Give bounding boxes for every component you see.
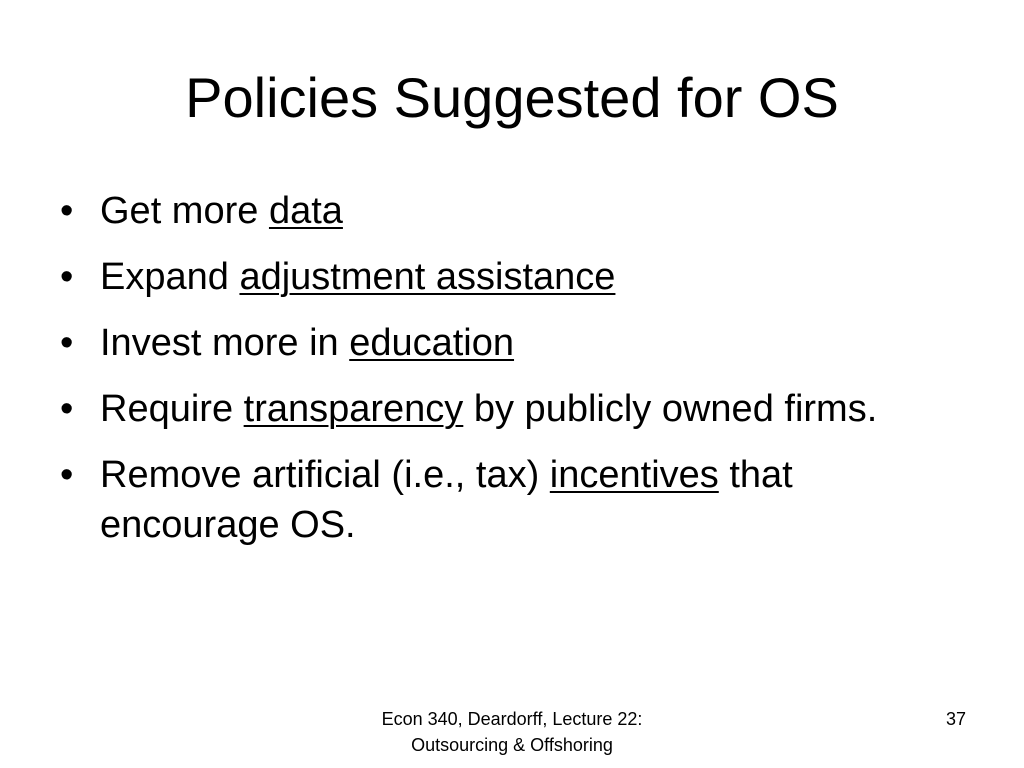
bullet-item-adjustment-assistance xyxy=(60,252,960,302)
slide-title: Policies Suggested for OS xyxy=(185,66,839,129)
bullet-emphasis: data xyxy=(268,190,343,232)
bullet-dot: • xyxy=(60,256,74,298)
bullet-list xyxy=(60,186,960,566)
bullet-item-education xyxy=(60,318,960,368)
bullet-text: Expand xyxy=(100,256,240,298)
bullet-dot: • xyxy=(60,388,74,430)
bullet-dot: • xyxy=(60,190,74,232)
footer-line-1: Econ 340, Deardorff, Lecture 22: xyxy=(381,709,643,729)
bullet-text-after: by publicly owned firms. xyxy=(463,388,878,430)
bullet-text-after: that encourage OS. xyxy=(100,454,793,546)
bullet-dot: • xyxy=(60,454,74,496)
bullet-dot: • xyxy=(60,322,74,364)
bullet-text: Invest more in xyxy=(100,322,350,364)
page-number: 37 xyxy=(945,709,966,729)
bullet-text: Get more xyxy=(100,190,269,232)
bullet-text: Require xyxy=(100,388,244,430)
footer-course-info xyxy=(312,706,712,758)
bullet-emphasis: adjustment assistance xyxy=(239,256,616,298)
bullet-item-incentives xyxy=(60,450,960,550)
bullet-emphasis: transparency xyxy=(243,388,464,430)
bullet-item-transparency xyxy=(60,384,960,434)
bullet-emphasis: education xyxy=(349,322,515,364)
bullet-emphasis: incentives xyxy=(549,454,719,496)
bullet-text: Remove artificial (i.e., tax) xyxy=(100,454,550,496)
footer-line-2: Outsourcing & Offshoring xyxy=(411,735,613,755)
bullet-item-data xyxy=(60,186,960,236)
